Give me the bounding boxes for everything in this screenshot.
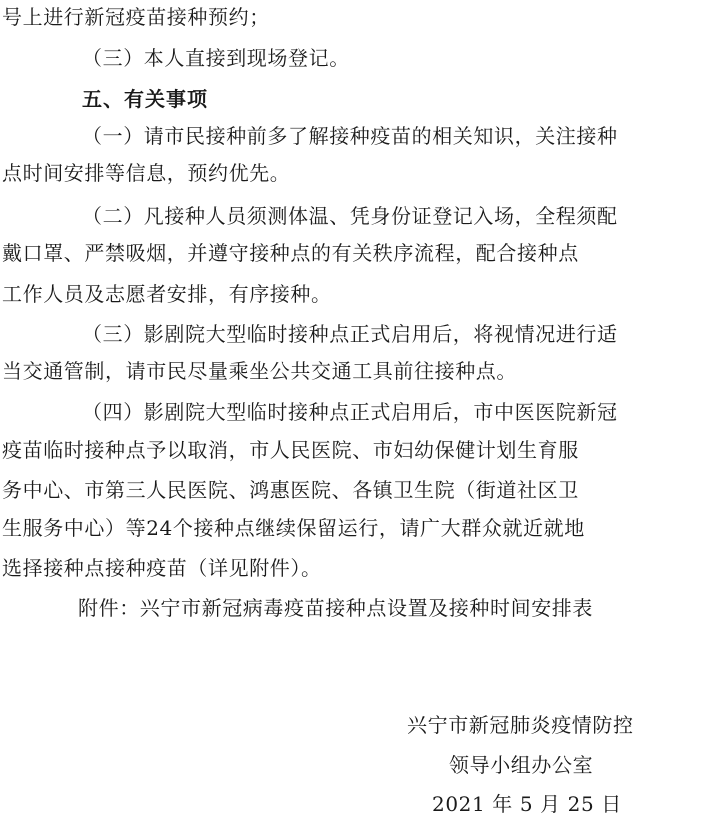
paragraph-2-line-2: 戴口罩、严禁吸烟，并遵守接种点的有关秩序流程，配合接种点 xyxy=(2,241,579,265)
paragraph-3-line-1: （三）影剧院大型临时接种点正式启用后，将视情况进行适 xyxy=(82,322,618,346)
signature-org-line-2: 领导小组办公室 xyxy=(449,753,594,777)
paragraph-4-line-3: 务中心、市第三人民医院、鸿惠医院、各镇卫生院（街道社区卫 xyxy=(2,478,579,502)
attachment-line: 附件：兴宁市新冠病毒疫苗接种点设置及接种时间安排表 xyxy=(78,596,593,620)
section-heading: 五、有关事项 xyxy=(82,87,208,111)
signature-date: 2021 年 5 月 25 日 xyxy=(432,792,622,816)
paragraph-4-line-5: 选择接种点接种疫苗（详见附件）。 xyxy=(2,556,322,580)
paragraph-4-line-4: 生服务中心）等24个接种点继续保留运行，请广大群众就近就地 xyxy=(2,516,585,540)
paragraph-2-line-3: 工作人员及志愿者安排，有序接种。 xyxy=(2,282,332,306)
paragraph-2-line-1: （二）凡接种人员须测体温、凭身份证登记入场，全程须配 xyxy=(82,204,618,228)
paragraph-4-line-1: （四）影剧院大型临时接种点正式启用后，市中医医院新冠 xyxy=(82,400,618,424)
paragraph-1-line-1: （一）请市民接种前多了解接种疫苗的相关知识，关注接种 xyxy=(82,124,618,148)
text-line: （三）本人直接到现场登记。 xyxy=(82,46,350,70)
text-line: 号上进行新冠疫苗接种预约； xyxy=(2,5,270,29)
paragraph-3-line-2: 当交通管制，请市民尽量乘坐公共交通工具前往接种点。 xyxy=(2,359,517,383)
paragraph-1-line-2: 点时间安排等信息，预约优先。 xyxy=(2,161,291,185)
paragraph-4-line-2: 疫苗临时接种点予以取消，市人民医院、市妇幼保健计划生育服 xyxy=(2,438,579,462)
signature-org-line-1: 兴宁市新冠肺炎疫情防控 xyxy=(407,713,634,737)
